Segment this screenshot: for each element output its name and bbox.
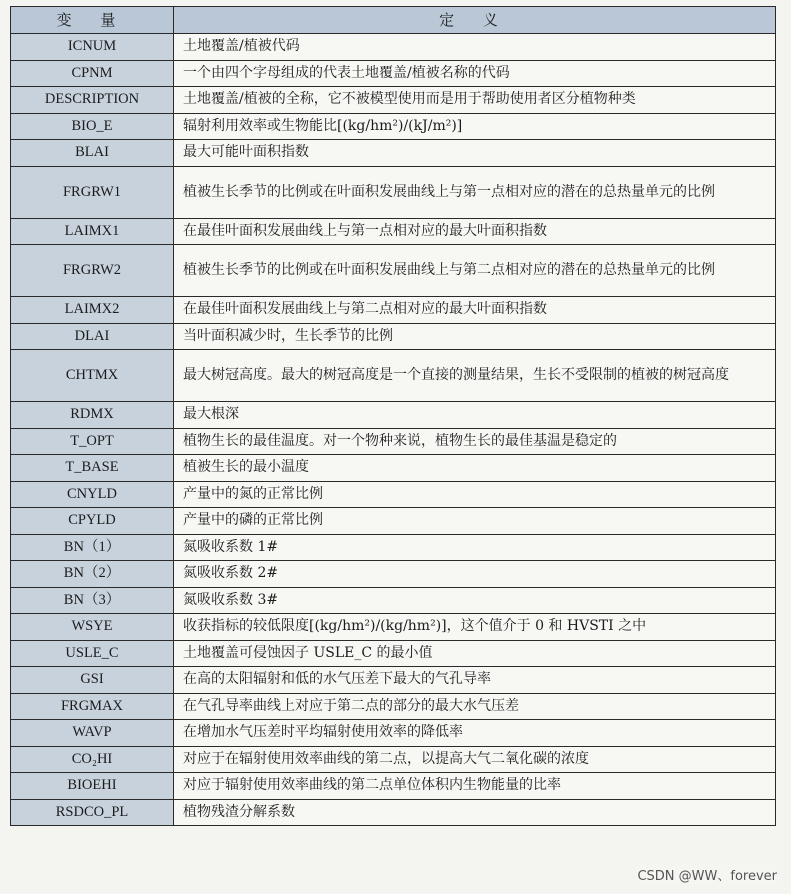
table-row <box>11 799 776 826</box>
variable-cell: CHTMX <box>11 350 174 402</box>
definition-cell: 氮吸收系数 3# <box>174 587 776 614</box>
table-row <box>11 534 776 561</box>
table-row <box>11 140 776 167</box>
table-row <box>11 773 776 800</box>
variable-cell: BIO_E <box>11 113 174 140</box>
variable-cell: FRGRW1 <box>11 166 174 218</box>
variable-cell: BN（3） <box>11 587 174 614</box>
definition-cell: 氮吸收系数 1# <box>174 534 776 561</box>
table-row <box>11 297 776 324</box>
table-row <box>11 720 776 747</box>
definition-cell: 最大树冠高度。最大的树冠高度是一个直接的测量结果，生长不受限制的植被的树冠高度 <box>174 350 776 402</box>
table-row <box>11 402 776 429</box>
table-row <box>11 428 776 455</box>
definition-cell: 植物生长的最佳温度。对一个物种来说，植物生长的最佳基温是稳定的 <box>174 428 776 455</box>
variable-cell: GSI <box>11 667 174 694</box>
definition-cell: 植被生长的最小温度 <box>174 455 776 482</box>
table-row <box>11 455 776 482</box>
variable-cell: BIOEHI <box>11 773 174 800</box>
table-row <box>11 87 776 114</box>
variable-cell: DESCRIPTION <box>11 87 174 114</box>
definition-cell: 收获指标的较低限度[(kg/hm²)/(kg/hm²)]，这个值介于 0 和 HVSTI 之中 <box>174 614 776 641</box>
variable-cell: WAVP <box>11 720 174 747</box>
table-row <box>11 640 776 667</box>
table-row <box>11 667 776 694</box>
definition-cell: 辐射利用效率或生物能比[(kg/hm²)/(kJ/m²)] <box>174 113 776 140</box>
definition-cell: 对应于辐射使用效率曲线的第二点单位体积内生物能量的比率 <box>174 773 776 800</box>
definition-cell: 在最佳叶面积发展曲线上与第一点相对应的最大叶面积指数 <box>174 218 776 245</box>
variable-cell: LAIMX2 <box>11 297 174 324</box>
definition-cell: 在最佳叶面积发展曲线上与第二点相对应的最大叶面积指数 <box>174 297 776 324</box>
table-row <box>11 481 776 508</box>
parameter-table <box>10 6 776 826</box>
definition-cell: 土地覆盖可侵蚀因子 USLE_C 的最小值 <box>174 640 776 667</box>
variable-cell: T_OPT <box>11 428 174 455</box>
variable-cell: RDMX <box>11 402 174 429</box>
table-row <box>11 693 776 720</box>
variable-cell: USLE_C <box>11 640 174 667</box>
definition-cell: 植被生长季节的比例或在叶面积发展曲线上与第一点相对应的潜在的总热量单元的比例 <box>174 166 776 218</box>
definition-cell: 产量中的磷的正常比例 <box>174 508 776 535</box>
definition-cell: 当叶面积减少时，生长季节的比例 <box>174 323 776 350</box>
variable-cell: RSDCO_PL <box>11 799 174 826</box>
table-row <box>11 746 776 773</box>
table-row <box>11 60 776 87</box>
header-variable: 变 量 <box>11 7 174 34</box>
variable-cell: BN（1） <box>11 534 174 561</box>
table-row <box>11 218 776 245</box>
table-row <box>11 323 776 350</box>
variable-cell: LAIMX1 <box>11 218 174 245</box>
variable-cell: DLAI <box>11 323 174 350</box>
variable-cell: CNYLD <box>11 481 174 508</box>
variable-cell: BN（2） <box>11 561 174 588</box>
variable-cell: FRGRW2 <box>11 245 174 297</box>
variable-cell: WSYE <box>11 614 174 641</box>
table-row <box>11 166 776 218</box>
variable-cell: CO₂HI <box>11 746 174 773</box>
definition-cell: 在高的太阳辐射和低的水气压差下最大的气孔导率 <box>174 667 776 694</box>
definition-cell: 植被生长季节的比例或在叶面积发展曲线上与第二点相对应的潜在的总热量单元的比例 <box>174 245 776 297</box>
definition-cell: 最大根深 <box>174 402 776 429</box>
variable-cell: BLAI <box>11 140 174 167</box>
header-row <box>11 7 776 34</box>
table-row <box>11 587 776 614</box>
table-row <box>11 508 776 535</box>
definition-cell: 土地覆盖/植被代码 <box>174 34 776 61</box>
definition-cell: 在气孔导率曲线上对应于第二点的部分的最大水气压差 <box>174 693 776 720</box>
variable-cell: T_BASE <box>11 455 174 482</box>
definition-cell: 植物残渣分解系数 <box>174 799 776 826</box>
variable-cell: ICNUM <box>11 34 174 61</box>
definition-cell: 产量中的氮的正常比例 <box>174 481 776 508</box>
watermark: CSDN @WW、forever <box>637 865 777 884</box>
table-row <box>11 561 776 588</box>
definition-cell: 最大可能叶面积指数 <box>174 140 776 167</box>
variable-cell: CPNM <box>11 60 174 87</box>
table-row <box>11 350 776 402</box>
definition-cell: 氮吸收系数 2# <box>174 561 776 588</box>
table-row <box>11 113 776 140</box>
variable-cell: FRGMAX <box>11 693 174 720</box>
definition-cell: 土地覆盖/植被的全称，它不被模型使用而是用于帮助使用者区分植物种类 <box>174 87 776 114</box>
header-definition: 定 义 <box>174 7 776 34</box>
definition-cell: 一个由四个字母组成的代表土地覆盖/植被名称的代码 <box>174 60 776 87</box>
definition-cell: 在增加水气压差时平均辐射使用效率的降低率 <box>174 720 776 747</box>
definition-cell: 对应于在辐射使用效率曲线的第二点，以提高大气二氧化碳的浓度 <box>174 746 776 773</box>
table-row <box>11 245 776 297</box>
variable-cell: CPYLD <box>11 508 174 535</box>
table-row <box>11 614 776 641</box>
table-row <box>11 34 776 61</box>
